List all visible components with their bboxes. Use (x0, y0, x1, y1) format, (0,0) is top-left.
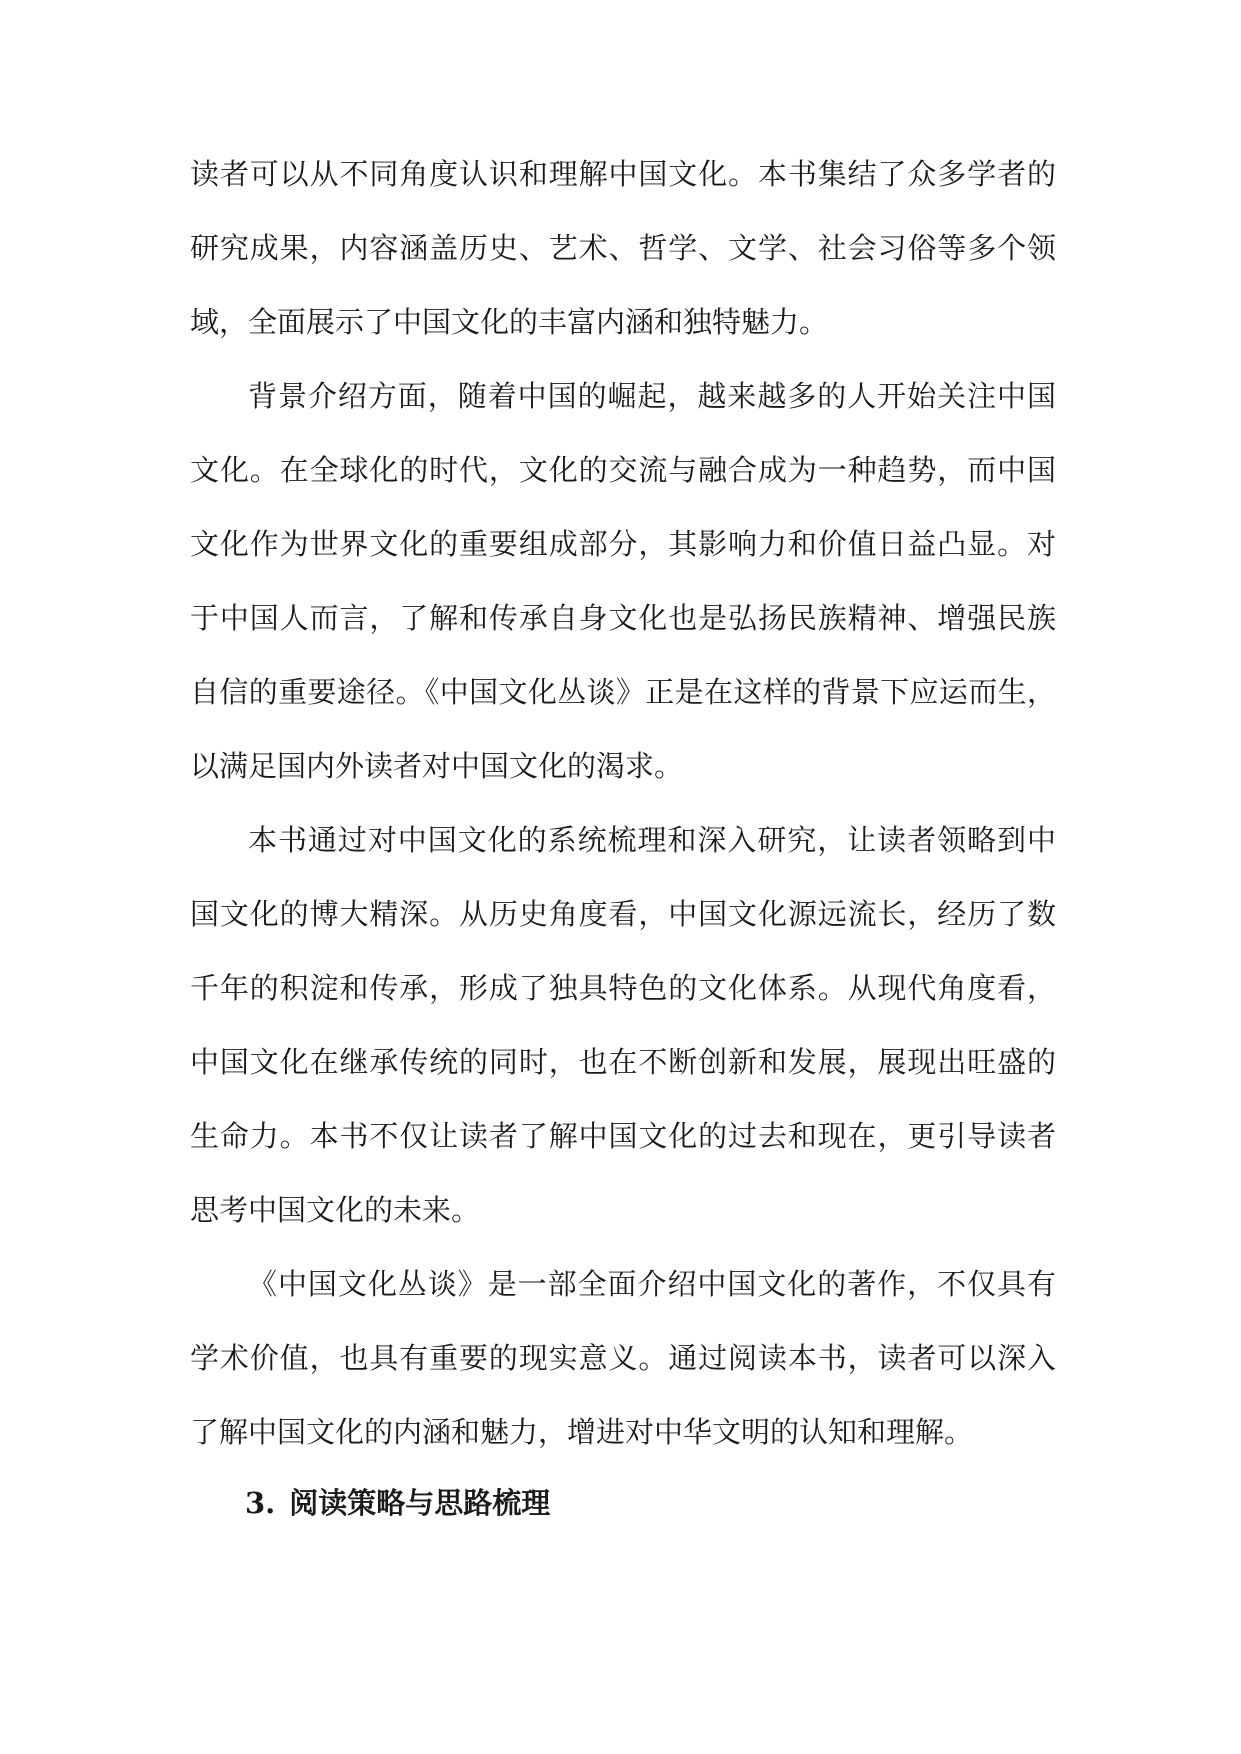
section-number: 3. (245, 1486, 276, 1520)
body-text (190, 137, 1056, 1469)
section-heading (245, 1483, 550, 1523)
paragraph-conclusion: 《中国文化丛谈》是一部全面介绍中国文化的著作，不仅具有学术价值，也具有重要的现实意义。通过阅读本书，读者可以深入了解中国文化的内涵和魅力，增进对中华文明的认知和理解。 (190, 1267, 1056, 1449)
paragraph-system-study: 本书通过对中国文化的系统梳理和深入研究，让读者领略到中国文化的博大精深。从历史角度看，中国文化源远流长，经历了数千年的积淀和传承，形成了独具特色的文化体系。从现代角度看，中国文化在继承传统的同时，也在不断创新和发展，展现出旺盛的生命力。本书不仅让读者了解中国文化的过去和现在，更引导读者思考中国文化的未来。 (190, 823, 1056, 1227)
section-title: 阅读策略与思路梳理 (289, 1486, 551, 1520)
paragraph-background: 背景介绍方面，随着中国的崛起，越来越多的人开始关注中国文化。在全球化的时代，文化的交流与融合成为一种趋势，而中国文化作为世界文化的重要组成部分，其影响力和价值日益凸显。对于中国人而言，了解和传承自身文化也是弘扬民族精神、增强民族自信的重要途径。《中国文化丛谈》正是在这样的背景下应运而生，以满足国内外读者对中国文化的渴求。 (190, 379, 1056, 783)
paragraph-continued: 读者可以从不同角度认识和理解中国文化。本书集结了众多学者的研究成果，内容涵盖历史、艺术、哲学、文学、社会习俗等多个领域，全面展示了中国文化的丰富内涵和独特魅力。 (190, 157, 1056, 339)
